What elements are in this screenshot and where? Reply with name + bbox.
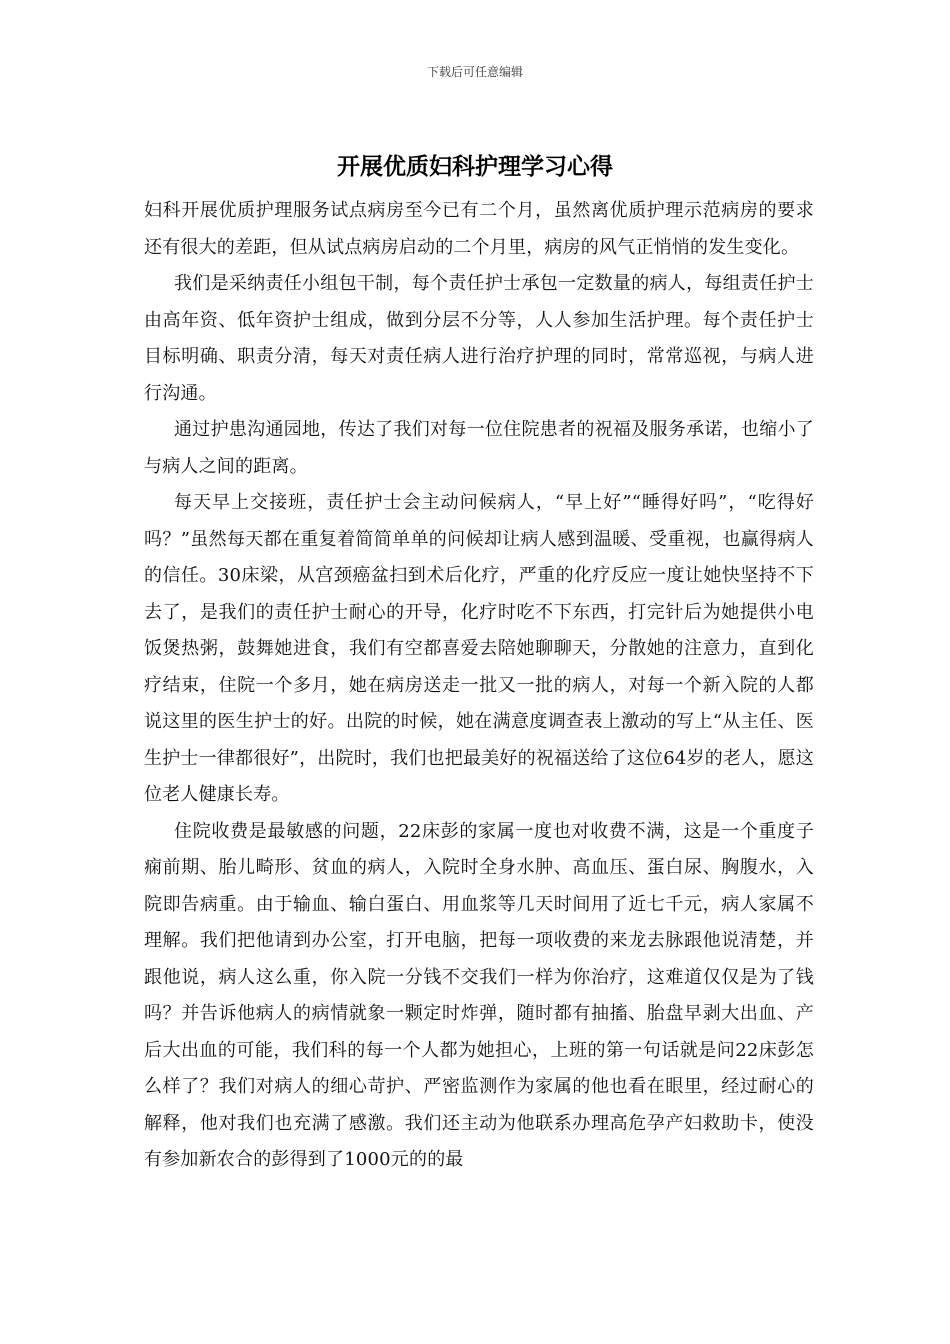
paragraph-1: 妇科开展优质护理服务试点病房至今已有二个月，虽然离优质护理示范病房的要求还有很大的差距，但从试点病房启动的二个月里，病房的风气正悄悄的发生变化。 xyxy=(144,200,814,258)
document-title: 开展优质妇科护理学习心得 xyxy=(337,153,613,180)
paragraph-5: 住院收费是最敏感的问题，22床彭的家属一度也对收费不满，这是一个重度子痫前期、胎儿畸形、贫血的病人，入院时全身水肿、高血压、蛋白尿、胸腹水，入院即告病重。由于输血、输白蛋白、用血浆等几天时间用了近七千元，病人家属不理解。我们把他请到办公室，打开电脑，把每一项收费的来龙去脉跟他说清楚，并跟他说，病人这么重，你入院一分钱不交我们一样为你治疗，这难道仅仅是为了钱吗？并告诉他病人的病情就象一颗定时炸弹，随时都有抽搐、胎盘早剥大出血、产后大出血的可能，我们科的每一个人都为她担心，上班的第一句话就是问22床彭怎么样了？我们对病人的细心苛护、严密监测作为家属的他也看在眼里，经过耐心的解释，他对我们也充满了感激。我们还主动为他联系办理高危孕产妇救助卡，使没有参加新农合的彭得到了1000元的的最 xyxy=(144,820,814,1170)
header-note: 下载后可任意编辑 xyxy=(426,65,523,79)
paragraph-4: 每天早上交接班，责任护士会主动问候病人，“早上好”“睡得好吗”，“吃得好吗？”虽然每天都在重复着简简单单的问候却让病人感到温暖、受重视，也赢得病人的信任。30床梁，从宫颈癌盆扫到术后化疗，严重的化疗反应一度让她快坚持不下去了，是我们的责任护士耐心的开导，化疗时吃不下东西，打完针后为她提供小电饭煲热粥，鼓舞她进食，我们有空都喜爱去陪她聊聊天，分散她的注意力，直到化疗结束，住院一个多月，她在病房送走一批又一批的病人，对每一个新入院的人都说这里的医生护士的好。出院的时候，她在满意度调查表上激动的写上“从主任、医生护士一律都很好”，出院时，我们也把最美好的祝福送给了这位64岁的老人，愿这位老人健康长寿。 xyxy=(144,492,814,805)
paragraph-3: 通过护患沟通园地，传达了我们对每一位住院患者的祝福及服务承诺，也缩小了与病人之间的距离。 xyxy=(144,419,814,477)
paragraph-2: 我们是采纳责任小组包干制，每个责任护士承包一定数量的病人，每组责任护士由高年资、低年资护士组成，做到分层不分等，人人参加生活护理。每个责任护士目标明确、职责分清，每天对责任病人进行治疗护理的同时，常常巡视，与病人进行沟通。 xyxy=(144,273,814,404)
document-body xyxy=(144,193,814,1179)
